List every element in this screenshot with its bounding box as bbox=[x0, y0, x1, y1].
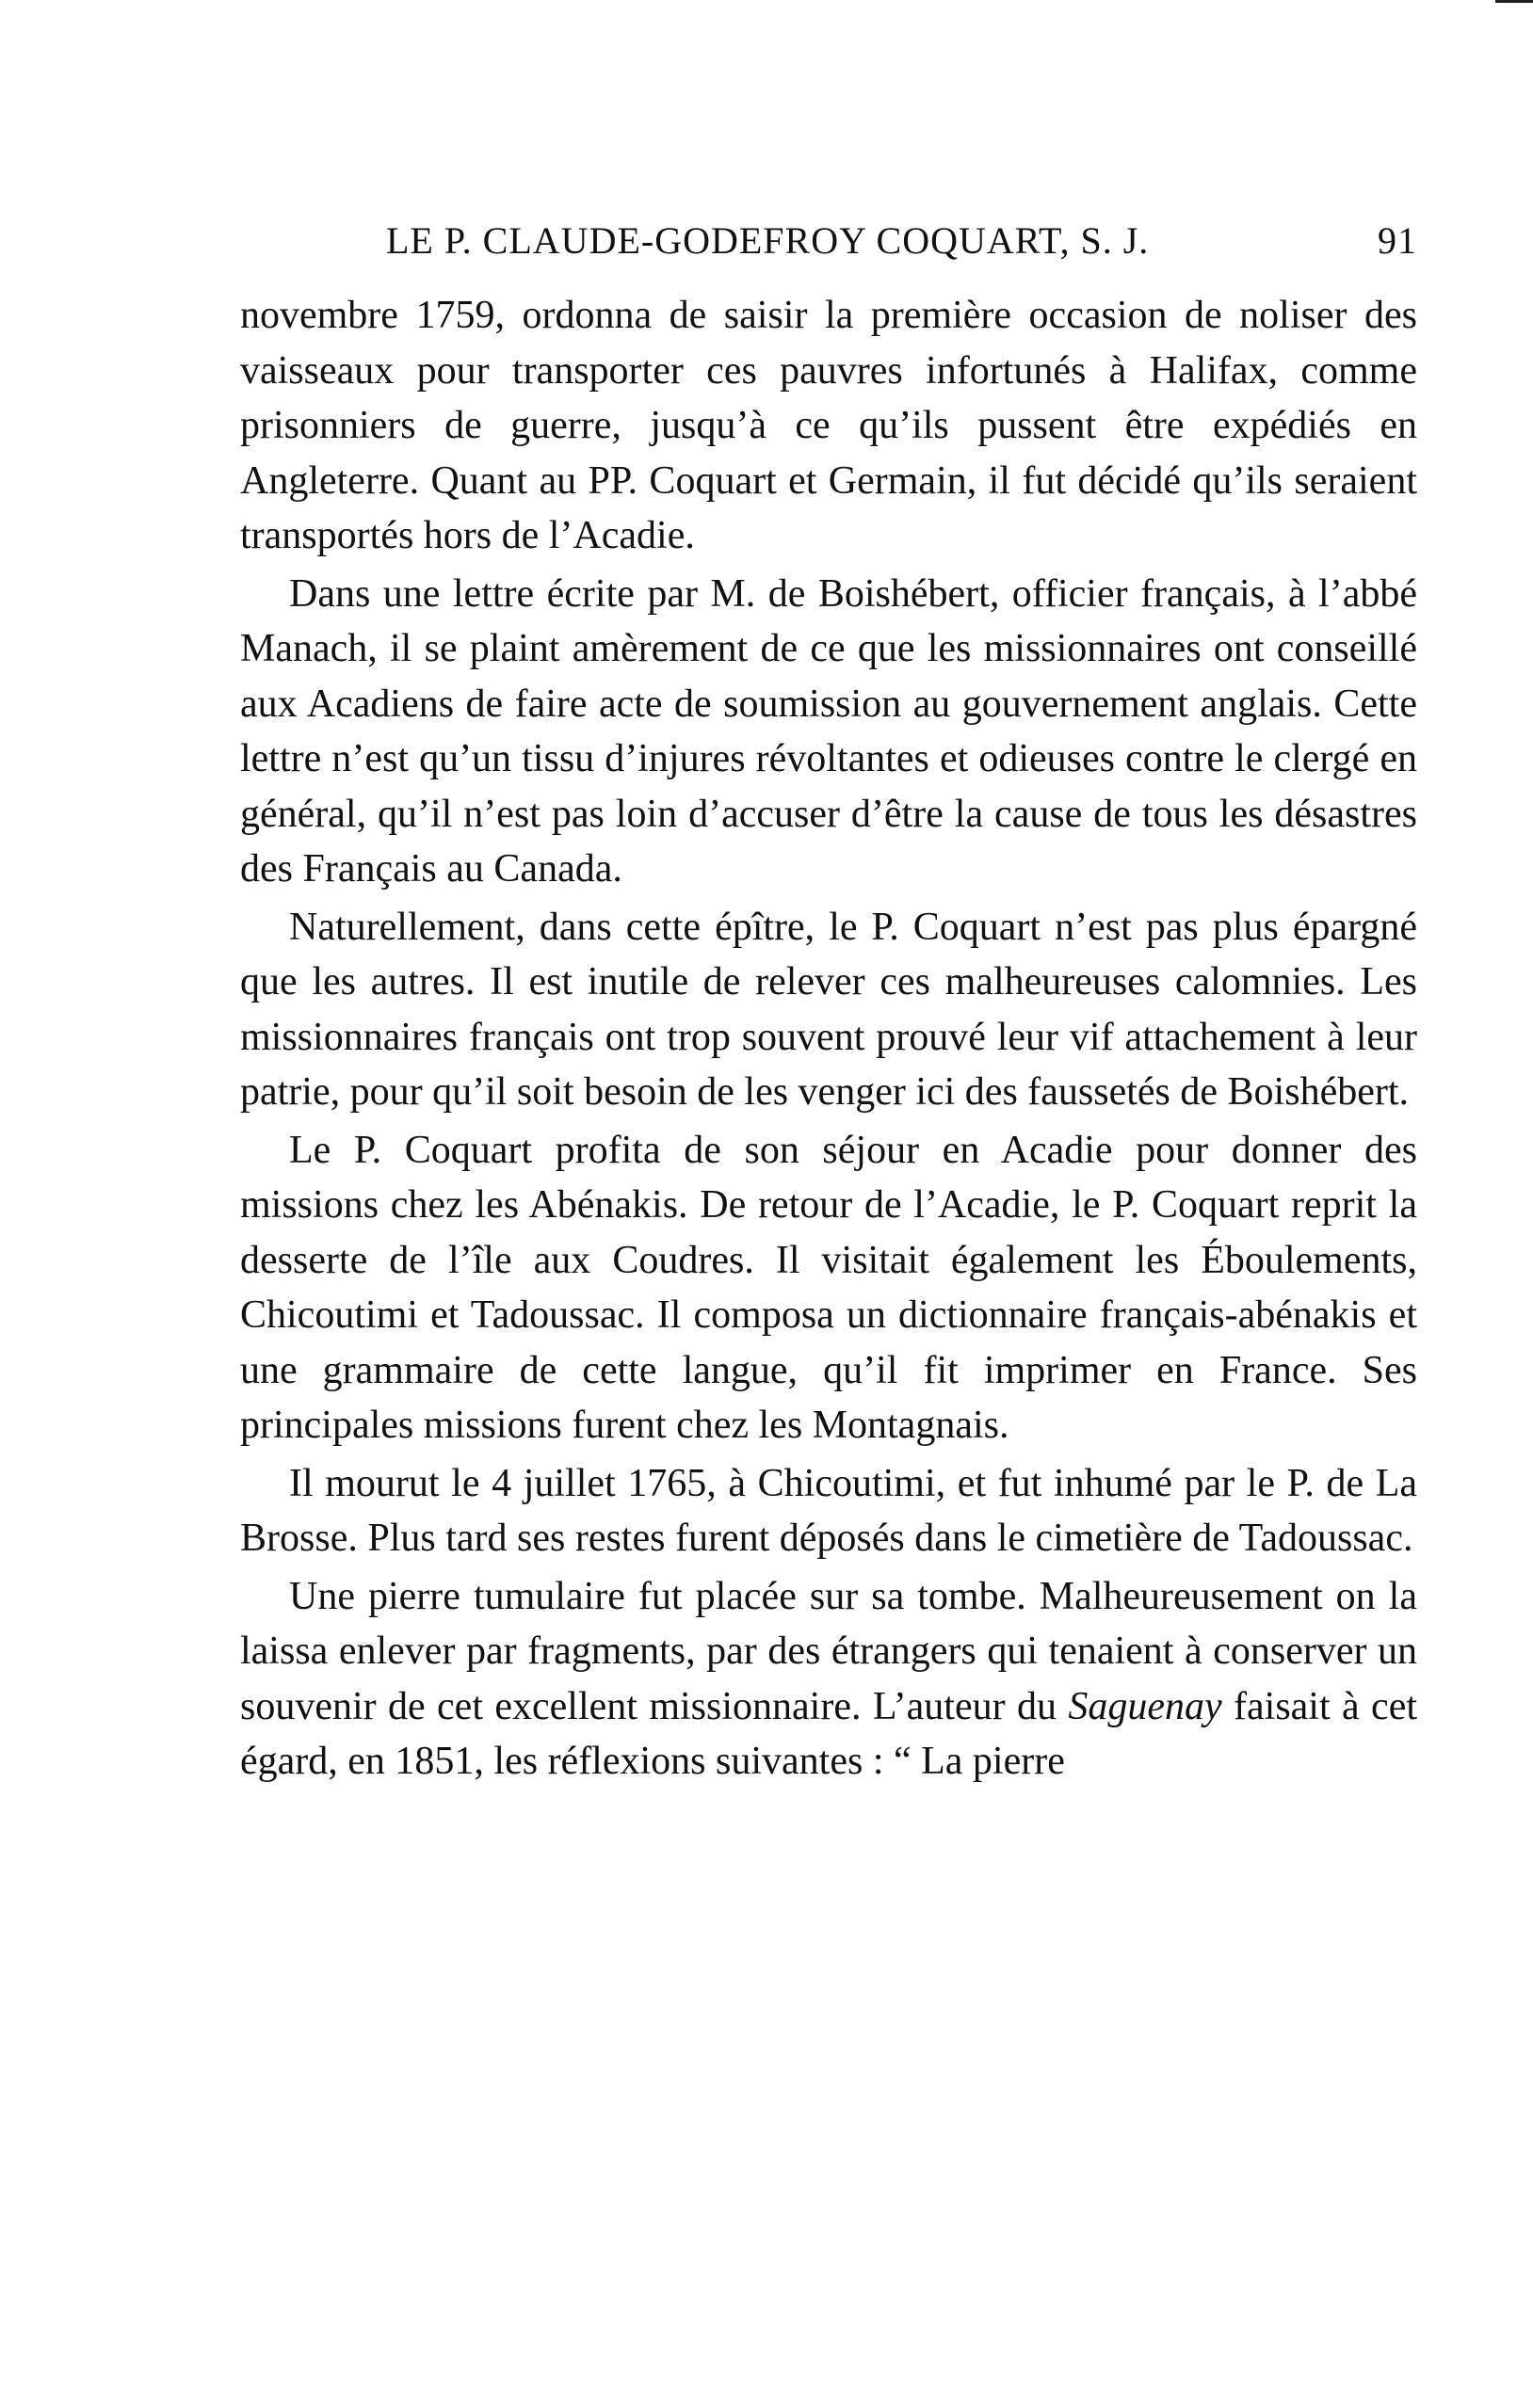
paragraph-3: Naturellement, dans cette épître, le P. Coquart n’est pas plus épargné que les autres. Il est inutile de relever ces malheureuses calomnies. Les missionnaires français ont trop souvent prouvé leur vif attachement à leur patrie, pour qu’il soit besoin de les venger ici des faussetés de Boishébert. bbox=[240, 905, 1417, 1114]
running-head bbox=[240, 218, 1417, 275]
page-number: 91 bbox=[1378, 219, 1417, 262]
paragraph-2: Dans une lettre écrite par M. de Boishébert, officier français, à l’abbé Manach, il se plaint amèrement de ce que les missionnaires ont conseillé aux Acadiens de faire acte de soumission au gouvernement anglais. Cette lettre n’est qu’un tissu d’injures révoltantes et odieuses contre le clergé en général, qu’il n’est pas loin d’accuser d’être la cause de tous les désastres des Français au Canada. bbox=[240, 571, 1417, 891]
body-text bbox=[240, 288, 1417, 1790]
page-corner-mark bbox=[1495, 0, 1533, 3]
paragraph-1: novembre 1759, ordonna de saisir la première occasion de noliser des vaisseaux pour transporter ces pauvres infortunés à Halifax, comme prisonniers de guerre, jusqu’à ce qu’ils pussent être expédiés en Angleterre. Quant au PP. Coquart et Germain, il fut décidé qu’ils seraient transportés hors de l’Acadie. bbox=[240, 294, 1417, 557]
paragraph-4: Le P. Coquart profita de son séjour en Acadie pour donner des missions chez les Abénakis. De retour de l’Acadie, le P. Coquart reprit la desserte de l’île aux Coudres. Il visitait également les Éboulements, Chicoutimi et Tadoussac. Il composa un dictionnaire français-abénakis et une grammaire de cette langue, qu’il fit imprimer en France. Ses principales missions furent chez les Montagnais. bbox=[240, 1128, 1417, 1447]
paragraph-5: Il mourut le 4 juillet 1765, à Chicoutimi, et fut inhumé par le P. de La Brosse. Plus tard ses restes furent déposés dans le cimetière de Tadoussac. bbox=[240, 1461, 1417, 1560]
running-title: LE P. CLAUDE-GODEFROY COQUART, S. J. bbox=[386, 219, 1150, 262]
paragraph-6 bbox=[240, 1569, 1417, 1790]
paragraph-6-text-b: faisait à cet égard, en 1851, les réflexions suivantes : “ La pierre bbox=[240, 1684, 1417, 1783]
paragraph-6-text-a: Une pierre tumulaire fut placée sur sa tombe. Malheureusement on la laissa enlever par fragments, par des étrangers qui tenaient à conserver un souvenir de cet excellent missionnaire. L’auteur du bbox=[240, 1574, 1417, 1728]
book-title-saguenay: Saguenay bbox=[1068, 1684, 1222, 1728]
